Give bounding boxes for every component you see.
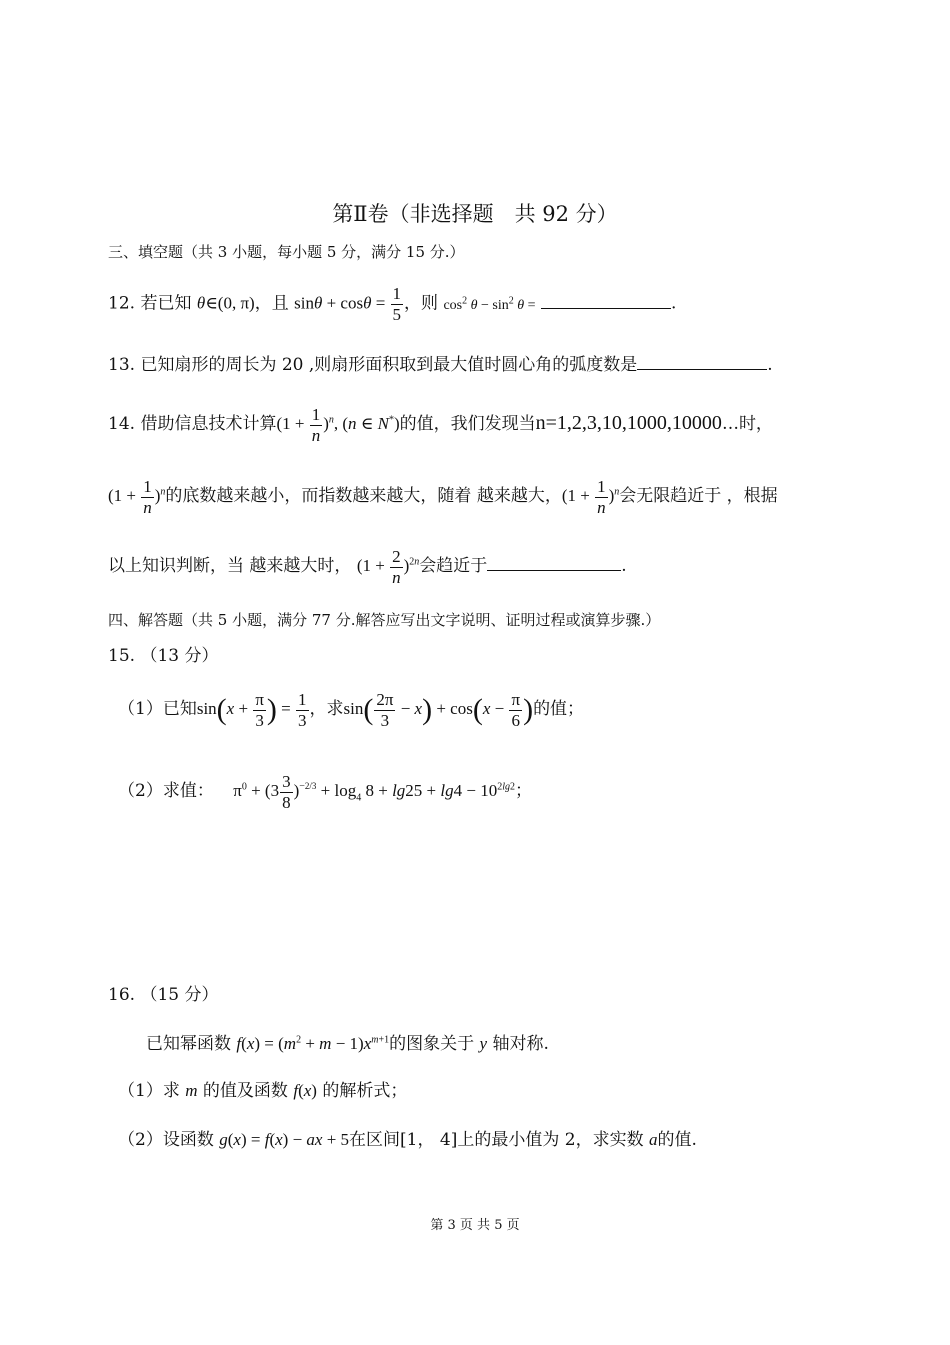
question-text: ，根据 xyxy=(726,485,778,506)
question-16-intro xyxy=(146,1035,549,1053)
question-text: 的解析式； xyxy=(322,1081,408,1101)
question-text: ，求 xyxy=(309,698,344,719)
question-text: ； xyxy=(515,780,532,801)
question-text: 的值. xyxy=(657,1130,697,1150)
question-text: 已知扇形的周长为 20 ,则扇形面积取到最大值时圆心角的弧度数是 xyxy=(140,355,638,375)
question-text: 已知幂函数 xyxy=(146,1034,231,1054)
question-text: 的值； xyxy=(533,698,585,719)
math-find-expression: sin( $\frac{2\pi}{3}$ − x) + cos(x − $\frac{\pi}{6}$ ) xyxy=(343,690,534,730)
question-15-part-1 xyxy=(118,690,584,730)
math-sin-cos-sum: sinθ + cosθ = xyxy=(294,293,390,313)
math-y: y xyxy=(479,1034,488,1053)
question-text: 的值，我们发现当 xyxy=(399,413,536,434)
math-in: ∈(0, π) xyxy=(205,293,255,313)
math-fx: f(x) xyxy=(293,1081,317,1100)
math-m: m xyxy=(185,1081,198,1100)
question-text: ，则 xyxy=(404,293,439,314)
question-number: 14. xyxy=(108,413,136,434)
math-expression-2: (1 + $\frac{1}{n}$ )$^n$ xyxy=(108,477,166,517)
question-number: 15. xyxy=(108,646,136,666)
question-score: （15 分） xyxy=(140,985,219,1005)
sequence-values: n=1,2,3,10,1000,10000 xyxy=(535,411,722,434)
period: . xyxy=(621,555,627,576)
section-title: 第Ⅱ卷（非选择题 共 92 分） xyxy=(332,202,618,226)
page-footer: 第 3 页 共 5 页 xyxy=(430,1218,520,1233)
math-expression-3: (1 + $\frac{1}{n}$ )$^n$ xyxy=(561,477,620,517)
math-expression-1: (1 + $\frac{1}{n}$ )$^n$, (n ∈ N*) xyxy=(276,405,400,445)
part-label: （2）求值： xyxy=(118,780,214,801)
math-theta-domain: θ xyxy=(196,293,206,313)
question-text: 的图象关于 xyxy=(389,1034,475,1054)
question-text: 的底数越来越小，而指数越来越大，随着 xyxy=(165,485,472,506)
question-text: ，且 xyxy=(254,293,289,314)
fill-in-heading: 三、填空题（共 3 小题，每小题 5 分，满分 15 分.） xyxy=(108,243,465,261)
question-text: 轴对称. xyxy=(492,1034,549,1054)
question-text: 的值及函数 xyxy=(202,1081,288,1101)
period: . xyxy=(767,355,773,375)
part-label: （2）设函数 xyxy=(118,1130,214,1150)
question-score: （13 分） xyxy=(140,646,219,666)
math-power-function: $f(x) = (m^2 + m - 1)x^{m+1}$ xyxy=(236,1034,390,1053)
question-text: 越来越大时， xyxy=(249,555,352,576)
answer-blank[interactable] xyxy=(487,554,621,571)
question-number: 13. xyxy=(108,355,136,375)
question-text: …时， xyxy=(721,413,773,434)
question-16-header xyxy=(108,987,219,1004)
math-expression-4: (1 + $\frac{2}{n}$ )$^{2n}$ xyxy=(356,547,420,587)
question-number: 16. xyxy=(108,985,136,1005)
math-fraction: $\frac{1}{5}$ xyxy=(392,284,402,324)
question-14-line-1 xyxy=(108,405,773,445)
answer-heading: 四、解答题（共 5 小题，满分 77 分.解答应写出文字说明、证明过程或演算步骤.） xyxy=(108,611,661,629)
question-text: 会无限趋近于 xyxy=(619,485,722,506)
answer-blank[interactable] xyxy=(637,353,767,370)
part-label: （1）求 xyxy=(118,1081,180,1101)
question-text: 以上知识判断，当 xyxy=(108,555,244,576)
question-13 xyxy=(108,353,773,374)
answer-blank[interactable] xyxy=(541,292,671,309)
math-a: a xyxy=(648,1130,658,1149)
question-text: 会趋近于 xyxy=(419,555,488,576)
part-label: （1）已知 xyxy=(118,698,197,719)
question-16-part-1 xyxy=(118,1082,407,1100)
question-15-header xyxy=(108,648,219,665)
question-number: 12. xyxy=(108,293,136,314)
question-15-part-2 xyxy=(118,772,532,812)
question-16-part-2 xyxy=(118,1131,697,1149)
question-14-line-3 xyxy=(108,547,627,587)
math-gx: g(x) = f(x) − ax + 5 xyxy=(219,1130,350,1149)
question-12 xyxy=(108,284,676,324)
question-text: 越来越大， xyxy=(476,485,562,506)
math-cos2-minus-sin2: $\cos^2 \theta - \sin^2 \theta$ = xyxy=(443,294,536,313)
question-text: 借助信息技术计算 xyxy=(140,413,277,434)
math-evaluate-expression: $\pi^0 + (3$ $\frac{3}{8}$ )$^{-2/3} + \log_4 8 + \lg 25 + \lg 4 - 10^{2lg2}$ xyxy=(233,772,515,812)
question-14-line-2 xyxy=(108,477,778,517)
question-text: 若已知 xyxy=(140,293,192,314)
period: . xyxy=(670,293,677,314)
math-given-sin: sin(x + $\frac{\pi}{3}$ ) = $\frac{1}{3}$ xyxy=(196,690,307,730)
question-text: 在区间[1， 4]上的最小值为 2，求实数 xyxy=(349,1130,644,1150)
